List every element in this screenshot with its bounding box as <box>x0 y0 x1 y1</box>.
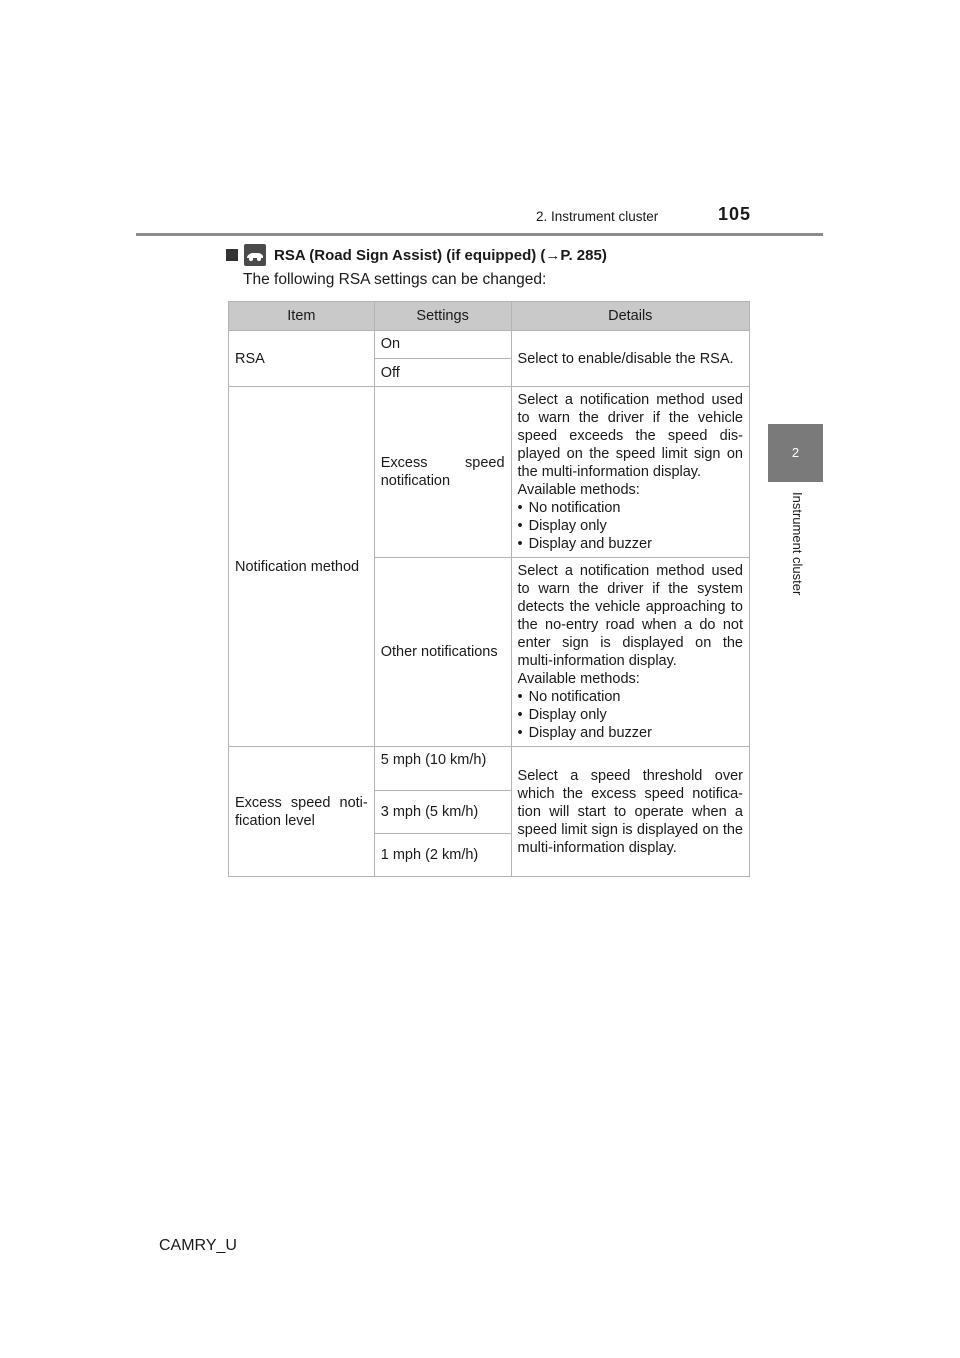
list-item: • Display and buzzer <box>518 724 743 742</box>
square-bullet-icon <box>226 249 238 261</box>
header-divider <box>136 233 823 236</box>
footer-model-code: CAMRY_U <box>159 1237 237 1254</box>
list-item: • Display only <box>518 706 743 724</box>
details-cell <box>511 558 749 747</box>
list-item: • No notification <box>518 499 743 517</box>
setting-cell: 1 mph (2 km/h) <box>374 834 511 877</box>
arrow-icon: → <box>545 246 561 264</box>
details-text: Select a notification method used to warn the driver if the system detects the vehicle approaching to the no-entry road when a do not enter sign is displayed on the multi-information display. <box>517 563 743 669</box>
setting-cell: Excess speed notification <box>374 387 511 558</box>
page-reference-link[interactable]: P. 285) <box>560 246 607 264</box>
item-cell: Notification method <box>229 387 375 747</box>
item-cell: Excess speed noti-fication level <box>229 747 375 877</box>
column-header: Settings <box>374 302 511 331</box>
chapter-tab-label-text: Instrument cluster <box>790 492 805 596</box>
table-row <box>229 387 750 558</box>
list-item: • Display only <box>518 517 743 535</box>
details-cell: Select to enable/disable the RSA. <box>511 331 749 387</box>
setting-cell: Other notifications <box>374 558 511 747</box>
section-title: 2. Instrument cluster <box>536 209 659 224</box>
page-number: 105 <box>718 204 752 224</box>
list-item: • Display and buzzer <box>518 535 743 553</box>
setting-cell: 5 mph (10 km/h) <box>374 747 511 791</box>
setting-cell: 3 mph (5 km/h) <box>374 791 511 834</box>
table-row <box>229 331 750 359</box>
details-cell: Select a speed threshold over which the excess speed notifica-tion will start to operate when a speed limit sign is displayed on the multi-information display. <box>511 747 749 877</box>
setting-cell: Off <box>374 359 511 387</box>
methods-label: Available methods: <box>517 671 640 687</box>
details-cell <box>511 387 749 558</box>
section-heading <box>226 244 607 266</box>
chapter-tab-number: 2 <box>768 424 823 482</box>
rsa-settings-table <box>228 301 750 877</box>
chapter-tab-label <box>768 482 823 622</box>
methods-label: Available methods: <box>517 482 640 498</box>
column-header: Item <box>229 302 375 331</box>
methods-list <box>518 688 743 742</box>
item-cell: RSA <box>229 331 375 387</box>
list-item: • No notification <box>518 688 743 706</box>
intro-text: The following RSA settings can be changed: <box>243 271 547 288</box>
table-header-row <box>229 302 750 331</box>
setting-cell: On <box>374 331 511 359</box>
road-sign-assist-icon <box>244 244 266 266</box>
details-text: Select a notification method used to warn the driver if the vehicle speed exceeds the speed dis-played on the speed limit sign on the multi-information display. <box>517 392 743 480</box>
heading-text: RSA (Road Sign Assist) (if equipped) ( <box>274 246 546 264</box>
table-row <box>229 747 750 791</box>
methods-list <box>518 499 743 553</box>
column-header: Details <box>511 302 749 331</box>
